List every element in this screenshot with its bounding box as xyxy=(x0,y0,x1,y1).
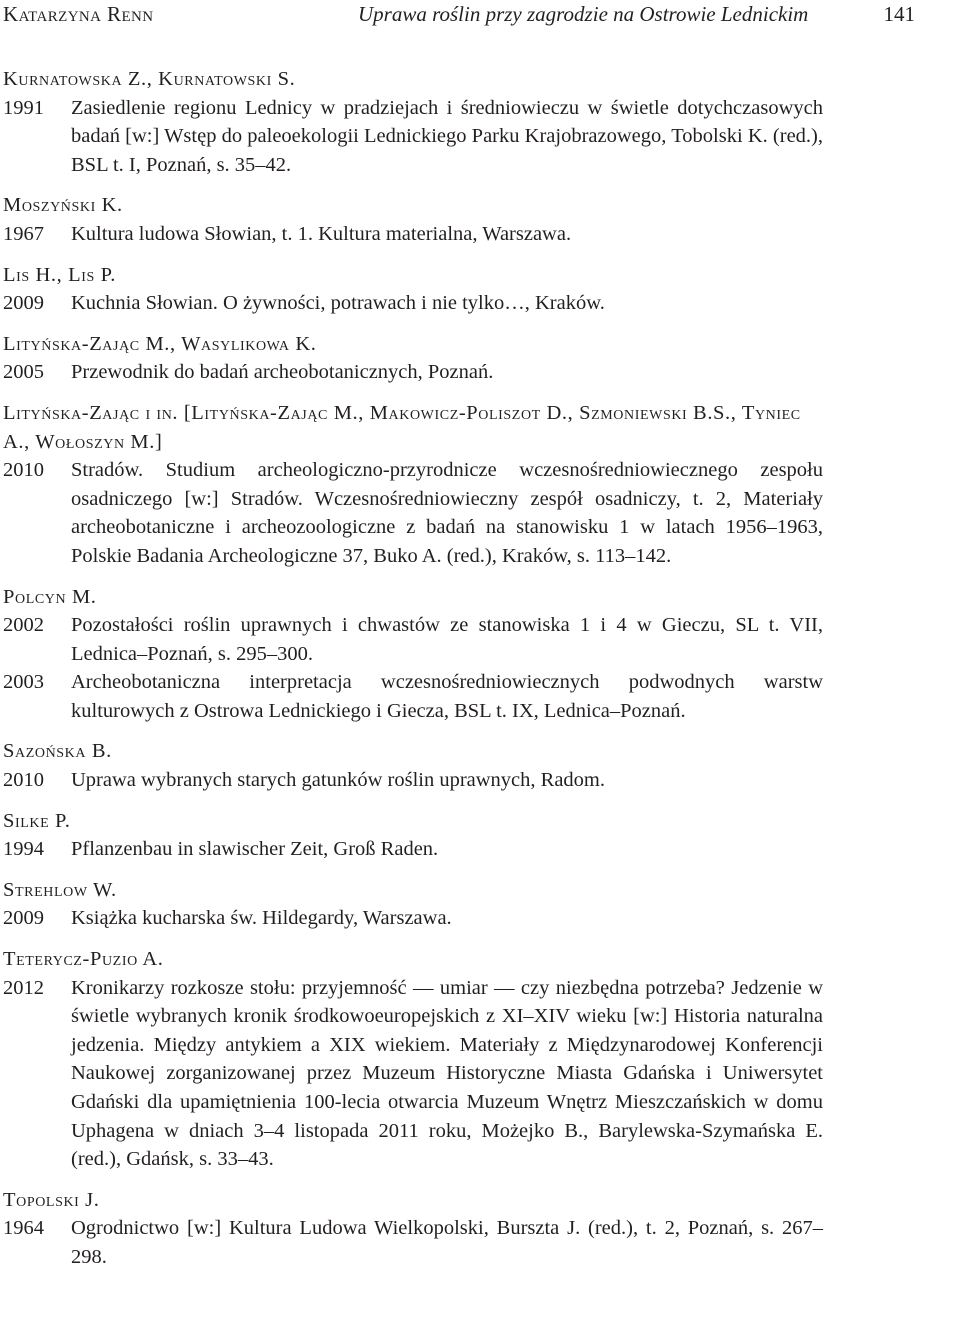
bibliography-entry xyxy=(3,261,823,318)
entry-author: Teterycz-Puzio A. xyxy=(3,948,164,971)
bibliography-list xyxy=(3,65,823,1284)
running-header-title: Uprawa roślin przy zagrodzie na Ostrowie Lednickim xyxy=(358,2,809,26)
entry-author: Polcyn M. xyxy=(3,585,97,608)
entry-work xyxy=(3,904,823,933)
bibliography-entry xyxy=(3,876,823,933)
entry-work xyxy=(3,456,823,570)
work-citation: Kultura ludowa Słowian, t. 1. Kultura materialna, Warszawa. xyxy=(71,222,572,245)
entry-work xyxy=(3,974,823,1174)
bibliography-entry xyxy=(3,399,823,571)
work-citation: Ogrodnictwo [w:] Kultura Ludowa Wielkopolski, Burszta J. (red.), t. 2, Poznań, s. 267–298. xyxy=(71,1217,823,1268)
work-citation: Książka kucharska św. Hildegardy, Warszawa. xyxy=(71,907,452,930)
entry-author: Lityńska-Zając i in. [Lityńska-Zając M., Makowicz-Poliszot D., Szmoniewski B.S., Tyniec A., Wołoszyn M.] xyxy=(3,401,801,453)
bibliography-entry xyxy=(3,583,823,726)
work-year: 1994 xyxy=(3,838,44,861)
entry-work xyxy=(3,835,823,864)
bibliography-entry xyxy=(3,191,823,248)
work-year: 2010 xyxy=(3,769,44,792)
work-citation: Archeobotaniczna interpretacja wczesnośredniowiecznych podwodnych warstw kulturowych z Ostrowa Lednickiego i Giecza, BSL t. IX, Lednica–Poznań. xyxy=(71,671,823,722)
work-citation: Stradów. Studium archeologiczno-przyrodnicze wczesnośredniowiecznego zespołu osadniczego [w:] Stradów. Wczesnośredniowieczny zespół osadniczy, t. 2, Materiały archeobotaniczne i archeozoologiczne z badań na stanowisku 1 w latach 1956–1963, Polskie Badania Archeologiczne 37, Buko A. (red.), Kraków, s. 113–142. xyxy=(71,459,823,567)
entry-author: Kurnatowska Z., Kurnatowski S. xyxy=(3,68,296,90)
bibliography-entry xyxy=(3,945,823,1174)
work-year: 2009 xyxy=(3,292,44,315)
work-citation: Kronikarzy rozkosze stołu: przyjemność — umiar — czy niezbędna potrzeba? Jedzenie w świetle wybranych kronik środkowoeuropejskich z XI–XIV wieku [w:] Historia naturalna jedzenia. Między antykiem a XIX wiekiem. Materiały z Międzynarodowej Konferencji Naukowej zorganizowanej przez Muzeum Historyczne Miasta Gdańska i Uniwersytet Gdański dla upamiętnienia 100-lecia otwarcia Muzeum Wnętrz Mieszczańskich w domu Uphagena w dniach 3–4 listopada 2011 roku, Możejko B., Barylewska-Szymańska E. (red.), Gdańsk, s. 33–43. xyxy=(71,976,823,1171)
work-citation: Przewodnik do badań archeobotanicznych, Poznań. xyxy=(71,361,494,384)
entry-author: Silke P. xyxy=(3,809,71,832)
bibliography-entry xyxy=(3,330,823,387)
entry-work xyxy=(3,220,823,249)
entry-author: Sazońska B. xyxy=(3,740,112,763)
work-year: 2005 xyxy=(3,361,44,384)
entry-work xyxy=(3,289,823,318)
work-citation: Pozostałości roślin uprawnych i chwastów ze stanowiska 1 i 4 w Gieczu, SL t. VII, Lednica–Poznań, s. 295–300. xyxy=(71,614,823,665)
entry-work xyxy=(3,611,823,668)
work-citation: Kuchnia Słowian. O żywności, potrawach i nie tylko…, Kraków. xyxy=(71,292,605,315)
page-number: 141 xyxy=(883,2,915,26)
entry-author: Moszyński K. xyxy=(3,194,123,217)
bibliography-entry xyxy=(3,807,823,864)
entry-work xyxy=(3,94,823,180)
entry-author: Lis H., Lis P. xyxy=(3,263,117,286)
work-year: 2003 xyxy=(3,671,44,694)
bibliography-entry xyxy=(3,1186,823,1272)
work-year: 1967 xyxy=(3,222,44,245)
bibliography-entry xyxy=(3,737,823,794)
work-citation: Pflanzenbau in slawischer Zeit, Groß Raden. xyxy=(71,838,439,861)
entry-author: Lityńska-Zając M., Wasylikowa K. xyxy=(3,332,317,355)
work-year: 2012 xyxy=(3,976,44,999)
work-citation: Uprawa wybranych starych gatunków roślin uprawnych, Radom. xyxy=(71,769,606,792)
running-header xyxy=(3,0,915,28)
entry-work xyxy=(3,1214,823,1271)
work-year: 2010 xyxy=(3,459,44,482)
work-year: 1964 xyxy=(3,1217,44,1240)
work-citation: Zasiedlenie regionu Lednicy w pradziejach i średniowieczu w świetle dotychczasowych badań [w:] Wstęp do paleoekologii Lednickiego Parku Krajobrazowego, Tobolski K. (red.), BSL t. I, Poznań, s. 35–42. xyxy=(71,96,823,176)
entry-work xyxy=(3,766,823,795)
work-year: 2009 xyxy=(3,907,44,930)
entry-author: Strehlow W. xyxy=(3,878,117,901)
running-header-author: Katarzyna Renn xyxy=(3,2,154,26)
work-year: 1991 xyxy=(3,96,44,119)
bibliography-entry xyxy=(3,65,823,179)
work-year: 2002 xyxy=(3,614,44,637)
entry-work xyxy=(3,668,823,725)
entry-author: Topolski J. xyxy=(3,1188,100,1211)
entry-work xyxy=(3,358,823,387)
